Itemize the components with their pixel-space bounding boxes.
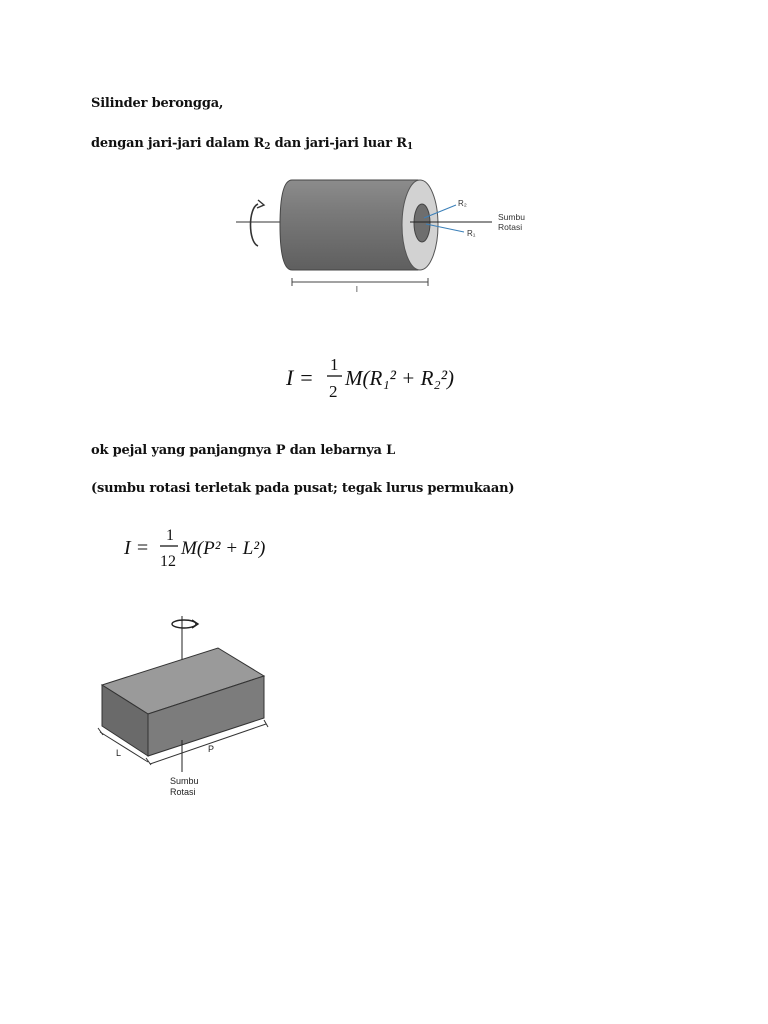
label-r2: R₂ bbox=[458, 199, 467, 208]
cylinder-end-inner bbox=[414, 204, 430, 242]
formula-box-lhs: I = bbox=[124, 537, 150, 559]
box-description: ok pejal yang panjangnya P dan lebarnya L bbox=[91, 443, 396, 458]
formula-cylinder-body: M(R₁² + R₂²) bbox=[345, 366, 454, 390]
length-label: l bbox=[356, 285, 358, 294]
label-l: L bbox=[116, 748, 122, 758]
axis-label-rotasi: Rotasi bbox=[498, 222, 523, 232]
cylinder-body bbox=[280, 180, 418, 270]
label-r1: R₁ bbox=[467, 229, 476, 238]
formula-box bbox=[120, 524, 280, 576]
rotation-arrow-icon bbox=[172, 620, 196, 628]
formula-box-body: M(P² + L²) bbox=[181, 538, 266, 559]
formula-box-denominator: 12 bbox=[160, 553, 176, 570]
formula-cylinder-lhs: I = bbox=[286, 365, 314, 390]
radii-description bbox=[91, 136, 413, 152]
rotation-arrow-icon bbox=[251, 204, 259, 246]
axis-label-sumbu: Sumbu bbox=[170, 776, 199, 786]
formula-cylinder-numerator: 1 bbox=[330, 355, 339, 374]
radii-text-mid: dan jari-jari luar R bbox=[270, 136, 407, 151]
formula-box-numerator: 1 bbox=[166, 527, 174, 544]
box-axis-note: (sumbu rotasi terletak pada pusat; tegak lurus permukaan) bbox=[91, 481, 515, 496]
formula-cylinder-denominator: 2 bbox=[329, 382, 338, 401]
section-heading: Silinder berongga, bbox=[91, 96, 224, 111]
radii-text-prefix: dengan jari-jari dalam R bbox=[91, 136, 265, 151]
label-p: P bbox=[208, 744, 215, 754]
axis-label-sumbu: Sumbu bbox=[498, 212, 525, 222]
hollow-cylinder-figure bbox=[230, 172, 540, 294]
axis-label-rotasi: Rotasi bbox=[170, 787, 196, 797]
radii-sub-inner: 2 bbox=[264, 142, 271, 152]
rectangular-block-figure bbox=[92, 610, 282, 806]
radii-sub-outer: 1 bbox=[406, 142, 413, 152]
formula-cylinder bbox=[282, 352, 482, 408]
